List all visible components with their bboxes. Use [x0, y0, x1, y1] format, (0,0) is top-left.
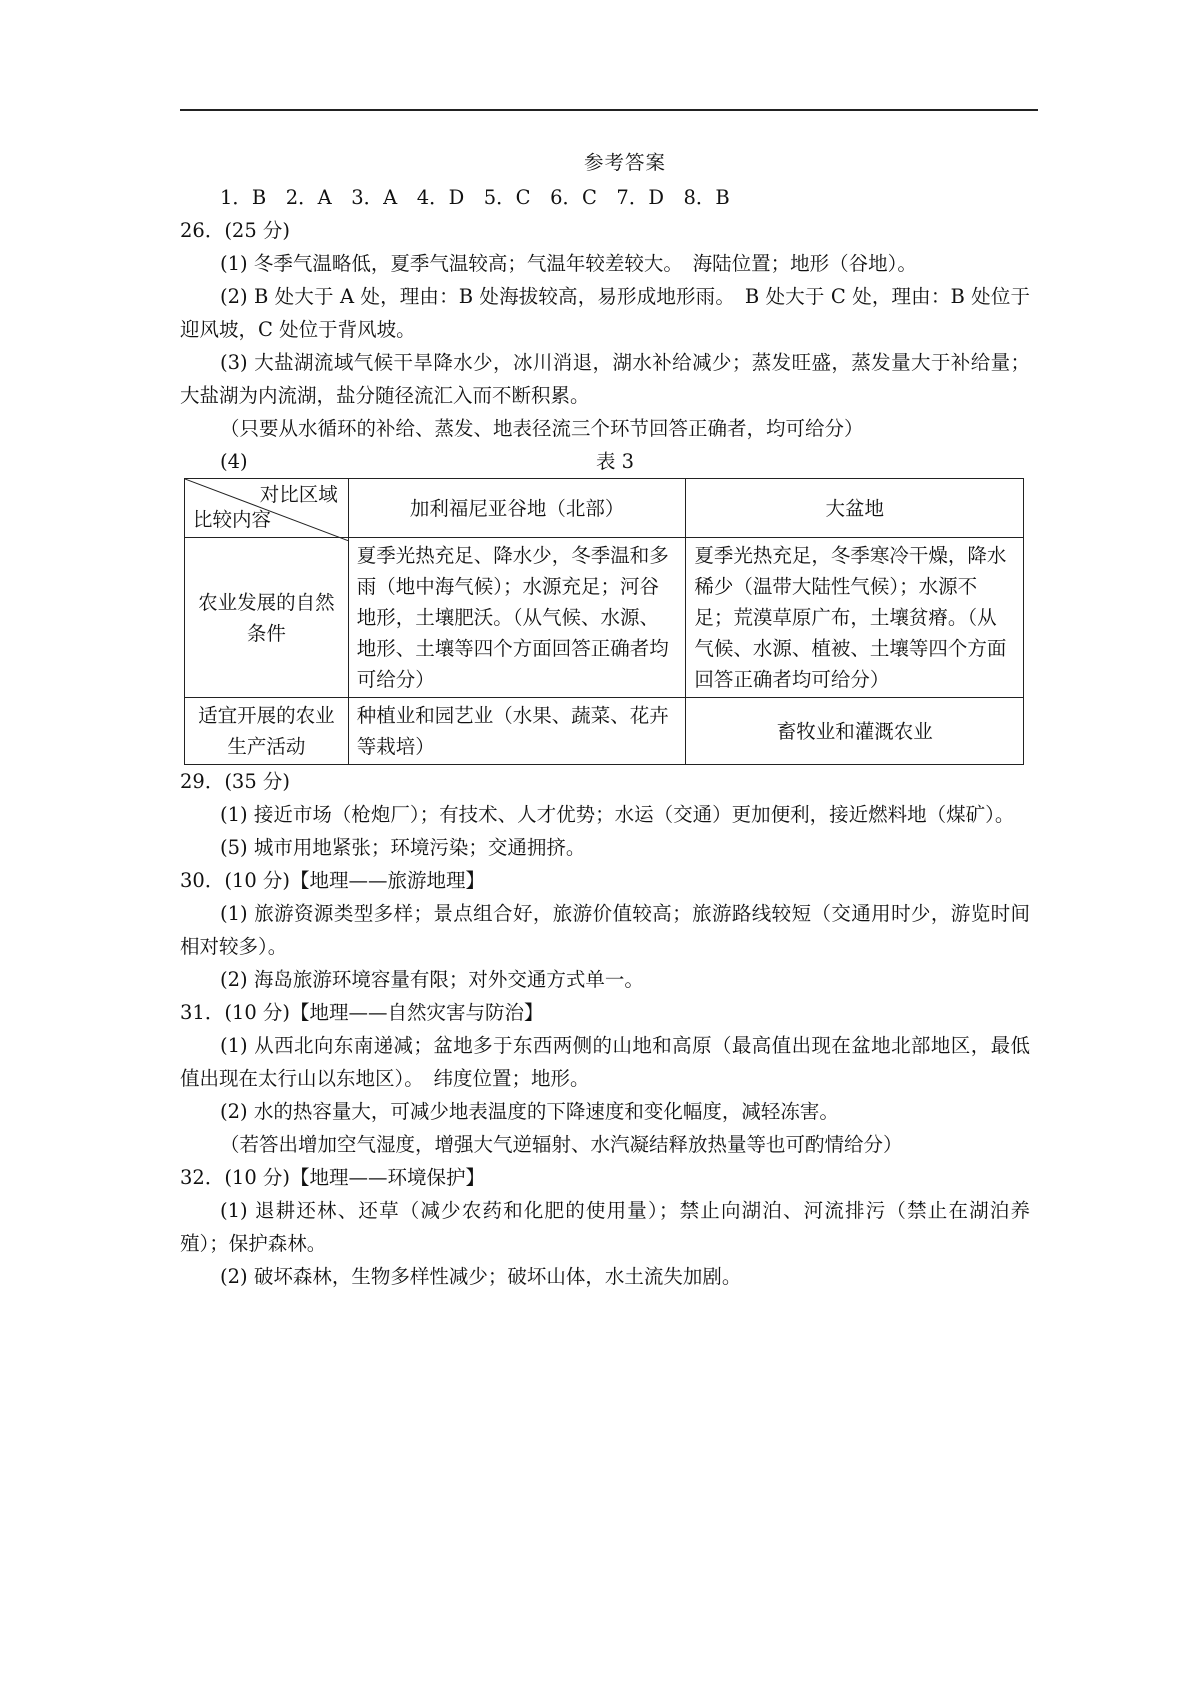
diag-header-bottom: 比较内容 [193, 508, 272, 531]
q31-heading: 31．(10 分)【地理——自然灾害与防治】 [180, 1001, 544, 1024]
q29-heading: 29．(35 分) [180, 770, 291, 793]
q26-heading: 26．(25 分) [180, 219, 291, 242]
q29-answer-5: (5) 城市用地紧张；环境污染；交通拥挤。 [220, 836, 586, 859]
q30-answer-2: (2) 海岛旅游环境容量有限；对外交通方式单一。 [220, 968, 644, 991]
cell-california-activities: 种植业和园艺业（水果、蔬菜、花卉等栽培） [348, 698, 686, 765]
q32-heading: 32．(10 分)【地理——环境保护】 [180, 1166, 486, 1189]
q26-answer-3-note: （只要从水循环的补给、蒸发、地表径流三个环节回答正确者，均可给分） [220, 417, 864, 440]
cell-california-conditions: 夏季光热充足、降水少，冬季温和多雨（地中海气候）；水源充足；河谷地形，土壤肥沃。（从气候、水源、地形、土壤等四个方面回答正确者均可给分） [348, 538, 686, 698]
column-header-california: 加利福尼亚谷地（北部） [348, 479, 686, 538]
q29-answer-1: (1) 接近市场（枪炮厂）；有技术、人才优势；水运（交通）更加便利，接近燃料地（煤矿）。 [220, 803, 1015, 826]
q30-heading: 30．(10 分)【地理——旅游地理】 [180, 869, 486, 892]
q26-answer-2: (2) B 处大于 A 处，理由：B 处海拔较高，易形成地形雨。 B 处大于 C 处，理由：B 处位于迎风坡，C 处位于背风坡。 [180, 285, 1030, 341]
q26-answer-3: (3) 大盐湖流域气候干旱降水少，冰川消退，湖水补给减少；蒸发旺盛，蒸发量大于补给量；大盐湖为内流湖，盐分随径流汇入而不断积累。 [180, 351, 1030, 407]
page-title: 参考答案 [583, 151, 666, 174]
q32-answer-1: (1) 退耕还林、还草（减少农药和化肥的使用量）；禁止向湖泊、河流排污（禁止在湖泊养殖）；保护森林。 [180, 1199, 1030, 1255]
table-caption: 表 3 [595, 450, 635, 473]
choice-answers: 1．B 2．A 3．A 4．D 5．C 6．C 7．D 8．B [220, 186, 730, 209]
q31-answer-2-note: （若答出增加空气湿度，增强大气逆辐射、水汽凝结释放热量等也可酌情给分） [220, 1133, 903, 1156]
q31-answer-2: (2) 水的热容量大，可减少地表温度的下降速度和变化幅度，减轻冻害。 [220, 1100, 839, 1123]
cell-great-basin-conditions: 夏季光热充足，冬季寒冷干燥，降水稀少（温带大陆性气候）；水源不足；荒漠草原广布，土壤贫瘠。（从气候、水源、植被、土壤等四个方面回答正确者均可给分） [686, 538, 1024, 698]
comparison-table [184, 478, 1024, 765]
row-label-natural-conditions: 农业发展的自然条件 [185, 538, 349, 698]
diag-header-top: 对比区域 [259, 483, 338, 506]
q31-answer-1: (1) 从西北向东南递减；盆地多于东西两侧的山地和高原（最高值出现在盆地北部地区，最低值出现在太行山以东地区）。 纬度位置；地形。 [180, 1034, 1030, 1090]
table-row [185, 538, 1024, 698]
header-rule [180, 109, 1038, 111]
q30-answer-1: (1) 旅游资源类型多样；景点组合好，旅游价值较高；旅游路线较短（交通用时少，游览时间相对较多）。 [180, 902, 1030, 958]
q26-answer-4-number: (4) [220, 450, 248, 473]
table-header-row [185, 479, 1024, 538]
cell-great-basin-activities: 畜牧业和灌溉农业 [686, 698, 1024, 765]
q32-answer-2: (2) 破坏森林，生物多样性减少；破坏山体，水土流失加剧。 [220, 1265, 742, 1288]
diagonal-header-cell [185, 479, 349, 538]
row-label-suitable-activities: 适宜开展的农业生产活动 [185, 698, 349, 765]
q26-answer-1: (1) 冬季气温略低，夏季气温较高；气温年较差较大。 海陆位置；地形（谷地）。 [220, 252, 917, 275]
table-row [185, 698, 1024, 765]
answer-sheet [180, 146, 1030, 1293]
column-header-great-basin: 大盆地 [686, 479, 1024, 538]
table-caption-row [180, 445, 1030, 478]
